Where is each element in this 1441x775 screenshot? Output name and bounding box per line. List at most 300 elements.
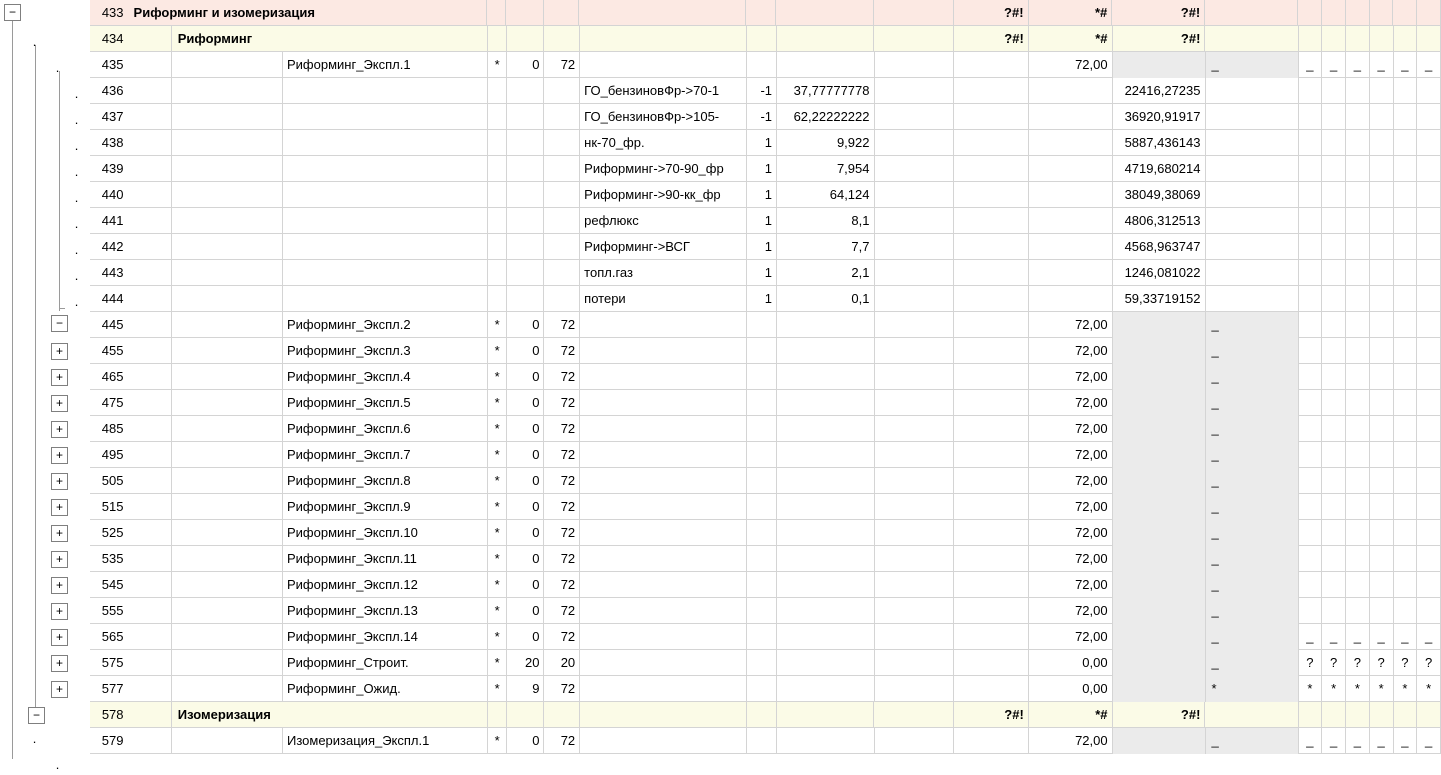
timeline-mark-cell[interactable]	[1370, 546, 1394, 572]
flag-cell[interactable]	[488, 182, 507, 208]
outline-gutter[interactable]	[0, 0, 90, 759]
duration-cell[interactable]	[544, 234, 580, 260]
timeline-mark-cell[interactable]	[1370, 338, 1394, 364]
cell-a[interactable]	[130, 286, 172, 312]
total-cell[interactable]: 0,00	[1029, 650, 1113, 676]
timeline-band-cell[interactable]: _	[1206, 572, 1299, 598]
outline-expand-455[interactable]: +	[51, 343, 68, 360]
cell-a[interactable]	[130, 338, 172, 364]
timeline-mark-cell[interactable]	[1417, 156, 1441, 182]
blank-cell[interactable]	[875, 650, 955, 676]
timeline-mark-cell[interactable]	[1417, 130, 1441, 156]
start-cell[interactable]: 0	[507, 598, 545, 624]
timeline-band-cell[interactable]: _	[1206, 546, 1299, 572]
timeline-mark-cell[interactable]	[1299, 364, 1323, 390]
timeline-mark-cell[interactable]	[1394, 364, 1418, 390]
status-cell[interactable]	[954, 494, 1028, 520]
stream-name-cell[interactable]	[580, 52, 747, 78]
duration-cell[interactable]	[544, 156, 580, 182]
value-cell[interactable]: 7,7	[777, 234, 875, 260]
value-cell[interactable]	[777, 312, 875, 338]
timeline-mark-cell[interactable]	[1346, 546, 1370, 572]
cell-a[interactable]	[130, 104, 172, 130]
timeline-mark-cell[interactable]	[1346, 208, 1370, 234]
table-row[interactable]	[90, 520, 1441, 546]
duration-cell[interactable]	[544, 702, 580, 728]
timeline-band-cell[interactable]	[1205, 702, 1298, 728]
stream-name-cell[interactable]: Риформинг->ВСГ	[580, 234, 747, 260]
status-cell[interactable]: ?#!	[954, 0, 1029, 26]
timeline-band-cell[interactable]	[1205, 0, 1298, 26]
timeline-mark-cell[interactable]	[1299, 26, 1323, 52]
start-cell[interactable]	[507, 156, 545, 182]
outline-expand-565[interactable]: +	[51, 629, 68, 646]
timeline-mark-cell[interactable]	[1370, 26, 1394, 52]
timeline-mark-cell[interactable]	[1346, 572, 1370, 598]
stream-name-cell[interactable]: нк-70_фр.	[580, 130, 747, 156]
table-row[interactable]	[90, 130, 1441, 156]
sign-cell[interactable]	[747, 676, 777, 702]
sign-cell[interactable]: -1	[747, 78, 777, 104]
total-cell[interactable]: 72,00	[1029, 494, 1113, 520]
timeline-mark-cell[interactable]: _	[1370, 52, 1394, 78]
row-number[interactable]: 436	[101, 83, 124, 98]
duration-cell[interactable]: 72	[544, 52, 580, 78]
amount-cell[interactable]: 36920,91917	[1113, 104, 1206, 130]
value-cell[interactable]: 37,77777778	[777, 78, 875, 104]
timeline-mark-cell[interactable]: _	[1322, 624, 1346, 650]
timeline-mark-cell[interactable]	[1299, 442, 1323, 468]
stream-name-cell[interactable]	[580, 26, 747, 52]
timeline-mark-cell[interactable]	[1346, 286, 1370, 312]
table-row[interactable]	[90, 416, 1441, 442]
flag-cell[interactable]	[488, 234, 507, 260]
timeline-mark-cell[interactable]: *	[1322, 676, 1346, 702]
total-cell[interactable]: 72,00	[1029, 598, 1113, 624]
blank-cell[interactable]	[875, 728, 955, 754]
status-cell[interactable]	[954, 208, 1028, 234]
start-cell[interactable]: 0	[507, 338, 545, 364]
stream-name-cell[interactable]: рефлюкс	[580, 208, 747, 234]
cell-b[interactable]	[172, 156, 283, 182]
timeline-mark-cell[interactable]: _	[1394, 52, 1418, 78]
sign-cell[interactable]	[747, 728, 777, 754]
timeline-band-cell[interactable]	[1206, 156, 1299, 182]
cell-b[interactable]	[172, 78, 283, 104]
timeline-band-cell[interactable]: _	[1206, 598, 1299, 624]
status-cell[interactable]	[954, 572, 1028, 598]
value-cell[interactable]	[777, 52, 875, 78]
start-cell[interactable]	[506, 0, 544, 26]
sign-cell[interactable]	[747, 598, 777, 624]
duration-cell[interactable]: 72	[544, 364, 580, 390]
table-row[interactable]	[90, 364, 1441, 390]
task-name-cell[interactable]	[283, 182, 488, 208]
blank-cell[interactable]	[875, 234, 955, 260]
timeline-mark-cell[interactable]: *	[1346, 676, 1370, 702]
stream-name-cell[interactable]	[580, 520, 747, 546]
timeline-mark-cell[interactable]	[1417, 234, 1441, 260]
duration-cell[interactable]	[544, 78, 580, 104]
stream-name-cell[interactable]	[580, 624, 747, 650]
timeline-band-cell[interactable]	[1206, 286, 1299, 312]
blank-cell[interactable]	[875, 104, 955, 130]
flag-cell[interactable]: *	[488, 650, 507, 676]
amount-cell[interactable]: 4719,680214	[1113, 156, 1206, 182]
flag-cell[interactable]	[488, 286, 507, 312]
status-cell[interactable]	[954, 182, 1028, 208]
amount-cell[interactable]: ?#!	[1113, 702, 1206, 728]
flag-cell[interactable]: *	[488, 52, 507, 78]
flag-cell[interactable]	[488, 156, 507, 182]
stream-name-cell[interactable]	[580, 364, 747, 390]
outline-expand-485[interactable]: +	[51, 421, 68, 438]
outline-expand-577[interactable]: +	[51, 681, 68, 698]
timeline-mark-cell[interactable]	[1346, 130, 1370, 156]
group-title[interactable]: Риформинг и изомеризация	[130, 0, 488, 26]
table-row[interactable]	[90, 728, 1441, 754]
sign-cell[interactable]	[747, 52, 777, 78]
table-row[interactable]	[90, 702, 1441, 728]
timeline-mark-cell[interactable]	[1299, 78, 1323, 104]
cell-a[interactable]	[130, 78, 172, 104]
table-row[interactable]	[90, 494, 1441, 520]
task-name-cell[interactable]: Риформинг_Экспл.1	[283, 52, 488, 78]
duration-cell[interactable]: 20	[544, 650, 580, 676]
blank-cell[interactable]	[875, 494, 955, 520]
start-cell[interactable]	[507, 208, 545, 234]
outline-collapse-level1[interactable]: −	[4, 4, 21, 21]
amount-cell[interactable]	[1113, 494, 1206, 520]
timeline-band-cell[interactable]	[1206, 234, 1299, 260]
task-name-cell[interactable]: Риформинг_Экспл.13	[283, 598, 488, 624]
total-cell[interactable]: 72,00	[1029, 468, 1113, 494]
timeline-mark-cell[interactable]: *	[1394, 676, 1418, 702]
value-cell[interactable]	[777, 364, 875, 390]
timeline-mark-cell[interactable]	[1417, 260, 1441, 286]
value-cell[interactable]	[777, 702, 875, 728]
row-number[interactable]: 441	[101, 213, 124, 228]
value-cell[interactable]	[777, 676, 875, 702]
timeline-mark-cell[interactable]	[1322, 130, 1346, 156]
duration-cell[interactable]: 72	[544, 338, 580, 364]
blank-cell[interactable]	[874, 702, 954, 728]
timeline-mark-cell[interactable]: ?	[1322, 650, 1346, 676]
amount-cell[interactable]: 38049,38069	[1113, 182, 1206, 208]
timeline-mark-cell[interactable]	[1417, 468, 1441, 494]
timeline-mark-cell[interactable]	[1417, 520, 1441, 546]
cell-b[interactable]	[172, 260, 283, 286]
timeline-mark-cell[interactable]: _	[1417, 624, 1441, 650]
timeline-mark-cell[interactable]	[1346, 520, 1370, 546]
status-cell[interactable]: ?#!	[954, 702, 1028, 728]
cell-b[interactable]	[172, 104, 283, 130]
timeline-mark-cell[interactable]	[1417, 364, 1441, 390]
duration-cell[interactable]: 72	[544, 546, 580, 572]
cell-a[interactable]	[130, 208, 172, 234]
row-number[interactable]: 525	[101, 525, 124, 540]
amount-cell[interactable]	[1113, 728, 1206, 754]
amount-cell[interactable]: 4568,963747	[1113, 234, 1206, 260]
timeline-mark-cell[interactable]	[1394, 468, 1418, 494]
total-cell[interactable]: *#	[1029, 26, 1113, 52]
amount-cell[interactable]	[1113, 312, 1206, 338]
table-row[interactable]	[90, 26, 1441, 52]
row-number[interactable]: 577	[101, 681, 124, 696]
cell-a[interactable]	[130, 624, 172, 650]
cell-a[interactable]	[130, 728, 172, 754]
outline-expand-535[interactable]: +	[51, 551, 68, 568]
blank-cell[interactable]	[875, 130, 955, 156]
cell-a[interactable]	[130, 572, 172, 598]
timeline-mark-cell[interactable]	[1322, 260, 1346, 286]
flag-cell[interactable]: *	[488, 494, 507, 520]
flag-cell[interactable]: *	[488, 520, 507, 546]
timeline-mark-cell[interactable]	[1346, 702, 1370, 728]
timeline-mark-cell[interactable]: *	[1370, 676, 1394, 702]
status-cell[interactable]	[954, 650, 1028, 676]
value-cell[interactable]	[776, 0, 874, 26]
start-cell[interactable]: 0	[507, 52, 545, 78]
task-name-cell[interactable]: Риформинг_Ожид.	[283, 676, 488, 702]
value-cell[interactable]	[777, 624, 875, 650]
total-cell[interactable]: 72,00	[1029, 52, 1113, 78]
timeline-mark-cell[interactable]	[1370, 520, 1394, 546]
table-row[interactable]	[90, 676, 1441, 702]
status-cell[interactable]	[954, 312, 1028, 338]
timeline-mark-cell[interactable]	[1394, 546, 1418, 572]
cell-a[interactable]	[130, 156, 172, 182]
timeline-mark-cell[interactable]	[1417, 416, 1441, 442]
timeline-mark-cell[interactable]	[1322, 182, 1346, 208]
table-row[interactable]	[90, 156, 1441, 182]
blank-cell[interactable]	[875, 338, 955, 364]
value-cell[interactable]	[777, 520, 875, 546]
timeline-mark-cell[interactable]	[1394, 520, 1418, 546]
timeline-mark-cell[interactable]	[1322, 598, 1346, 624]
timeline-mark-cell[interactable]	[1394, 156, 1418, 182]
duration-cell[interactable]: 72	[544, 598, 580, 624]
cell-a[interactable]	[130, 182, 172, 208]
timeline-mark-cell[interactable]	[1299, 520, 1323, 546]
outline-expand-505[interactable]: +	[51, 473, 68, 490]
status-cell[interactable]	[954, 130, 1028, 156]
start-cell[interactable]: 0	[507, 312, 545, 338]
blank-cell[interactable]	[875, 52, 955, 78]
start-cell[interactable]: 20	[507, 650, 545, 676]
timeline-band-cell[interactable]: _	[1206, 312, 1299, 338]
row-number[interactable]: 555	[101, 603, 124, 618]
table-row[interactable]	[90, 338, 1441, 364]
timeline-mark-cell[interactable]	[1370, 416, 1394, 442]
timeline-mark-cell[interactable]: _	[1299, 728, 1323, 754]
timeline-mark-cell[interactable]	[1299, 182, 1323, 208]
timeline-mark-cell[interactable]	[1322, 572, 1346, 598]
stream-name-cell[interactable]	[580, 676, 747, 702]
timeline-mark-cell[interactable]: _	[1370, 624, 1394, 650]
row-number[interactable]: 475	[101, 395, 124, 410]
table-row[interactable]	[90, 598, 1441, 624]
table-row[interactable]	[90, 104, 1441, 130]
timeline-mark-cell[interactable]	[1417, 390, 1441, 416]
outline-expand-515[interactable]: +	[51, 499, 68, 516]
sign-cell[interactable]: 1	[747, 286, 777, 312]
sign-cell[interactable]	[747, 494, 777, 520]
row-number[interactable]: 442	[101, 239, 124, 254]
sign-cell[interactable]	[747, 468, 777, 494]
cell-a[interactable]	[130, 312, 172, 338]
cell-a[interactable]	[130, 390, 172, 416]
timeline-mark-cell[interactable]: _	[1299, 52, 1323, 78]
row-number[interactable]: 575	[101, 655, 124, 670]
cell-b[interactable]	[172, 286, 283, 312]
timeline-mark-cell[interactable]	[1346, 390, 1370, 416]
timeline-mark-cell[interactable]	[1370, 156, 1394, 182]
timeline-mark-cell[interactable]: _	[1346, 624, 1370, 650]
cell-a[interactable]	[130, 364, 172, 390]
total-cell[interactable]	[1029, 182, 1113, 208]
timeline-mark-cell[interactable]	[1299, 416, 1323, 442]
timeline-mark-cell[interactable]	[1299, 572, 1323, 598]
timeline-mark-cell[interactable]: _	[1370, 728, 1394, 754]
cell-b[interactable]	[172, 208, 283, 234]
duration-cell[interactable]	[544, 208, 580, 234]
amount-cell[interactable]	[1113, 520, 1206, 546]
timeline-band-cell[interactable]: *	[1206, 676, 1299, 702]
table-row[interactable]	[90, 0, 1441, 26]
task-name-cell[interactable]: Изомеризация_Экспл.1	[283, 728, 488, 754]
task-name-cell[interactable]: Риформинг_Экспл.3	[283, 338, 488, 364]
cell-a[interactable]	[130, 650, 172, 676]
flag-cell[interactable]: *	[488, 572, 507, 598]
timeline-mark-cell[interactable]	[1299, 312, 1323, 338]
outline-expand-465[interactable]: +	[51, 369, 68, 386]
duration-cell[interactable]: 72	[544, 728, 580, 754]
stream-name-cell[interactable]	[580, 572, 747, 598]
table-row[interactable]	[90, 390, 1441, 416]
task-name-cell[interactable]: Риформинг_Строит.	[283, 650, 488, 676]
task-name-cell[interactable]: Риформинг_Экспл.4	[283, 364, 488, 390]
timeline-mark-cell[interactable]	[1417, 78, 1441, 104]
timeline-mark-cell[interactable]	[1322, 286, 1346, 312]
timeline-mark-cell[interactable]	[1370, 104, 1394, 130]
timeline-mark-cell[interactable]: *	[1299, 676, 1323, 702]
status-cell[interactable]	[954, 78, 1028, 104]
flag-cell[interactable]: *	[488, 468, 507, 494]
cell-b[interactable]	[172, 390, 283, 416]
amount-cell[interactable]	[1113, 442, 1206, 468]
timeline-mark-cell[interactable]	[1393, 0, 1417, 26]
timeline-mark-cell[interactable]	[1322, 468, 1346, 494]
flag-cell[interactable]	[488, 208, 507, 234]
timeline-mark-cell[interactable]: _	[1346, 52, 1370, 78]
value-cell[interactable]	[777, 494, 875, 520]
amount-cell[interactable]: ?#!	[1113, 26, 1206, 52]
start-cell[interactable]: 0	[507, 572, 545, 598]
table-row[interactable]	[90, 572, 1441, 598]
total-cell[interactable]: 72,00	[1029, 624, 1113, 650]
stream-name-cell[interactable]	[580, 442, 747, 468]
timeline-mark-cell[interactable]	[1322, 208, 1346, 234]
blank-cell[interactable]	[875, 208, 955, 234]
row-number[interactable]: 437	[101, 109, 124, 124]
total-cell[interactable]	[1029, 104, 1113, 130]
timeline-mark-cell[interactable]	[1299, 104, 1323, 130]
amount-cell[interactable]	[1113, 624, 1206, 650]
timeline-mark-cell[interactable]	[1299, 130, 1323, 156]
cell-b[interactable]	[172, 676, 283, 702]
timeline-mark-cell[interactable]	[1417, 598, 1441, 624]
sign-cell[interactable]	[747, 26, 777, 52]
blank-cell[interactable]	[875, 546, 955, 572]
total-cell[interactable]	[1029, 156, 1113, 182]
start-cell[interactable]: 0	[507, 728, 545, 754]
amount-cell[interactable]: 4806,312513	[1113, 208, 1206, 234]
flag-cell[interactable]	[488, 104, 507, 130]
timeline-mark-cell[interactable]	[1346, 338, 1370, 364]
blank-cell[interactable]	[875, 676, 955, 702]
sign-cell[interactable]	[747, 520, 777, 546]
cell-b[interactable]	[172, 364, 283, 390]
cell-b[interactable]	[172, 728, 283, 754]
blank-cell[interactable]	[875, 520, 955, 546]
flag-cell[interactable]: *	[488, 546, 507, 572]
cell-b[interactable]	[172, 416, 283, 442]
group-title[interactable]: Изомеризация	[172, 702, 488, 728]
timeline-band-cell[interactable]: _	[1206, 416, 1299, 442]
flag-cell[interactable]	[488, 702, 507, 728]
total-cell[interactable]	[1029, 130, 1113, 156]
start-cell[interactable]: 0	[507, 494, 545, 520]
duration-cell[interactable]	[544, 286, 580, 312]
timeline-mark-cell[interactable]: ?	[1299, 650, 1323, 676]
value-cell[interactable]: 2,1	[777, 260, 875, 286]
cell-b[interactable]	[172, 338, 283, 364]
timeline-mark-cell[interactable]	[1394, 104, 1418, 130]
row-number[interactable]: 465	[101, 369, 124, 384]
timeline-mark-cell[interactable]	[1394, 598, 1418, 624]
cell-a[interactable]	[130, 520, 172, 546]
duration-cell[interactable]: 72	[544, 494, 580, 520]
status-cell[interactable]	[954, 338, 1028, 364]
timeline-mark-cell[interactable]: _	[1299, 624, 1323, 650]
outline-collapse-578[interactable]: −	[28, 707, 45, 724]
task-name-cell[interactable]: Риформинг_Экспл.2	[283, 312, 488, 338]
timeline-mark-cell[interactable]	[1370, 260, 1394, 286]
stream-name-cell[interactable]: потери	[580, 286, 747, 312]
total-cell[interactable]	[1029, 260, 1113, 286]
timeline-mark-cell[interactable]	[1417, 208, 1441, 234]
timeline-mark-cell[interactable]	[1417, 572, 1441, 598]
blank-cell[interactable]	[875, 624, 955, 650]
cell-b[interactable]	[172, 572, 283, 598]
cell-b[interactable]	[172, 52, 283, 78]
timeline-mark-cell[interactable]	[1394, 260, 1418, 286]
timeline-mark-cell[interactable]	[1370, 390, 1394, 416]
timeline-mark-cell[interactable]	[1322, 364, 1346, 390]
task-name-cell[interactable]	[283, 208, 488, 234]
flag-cell[interactable]: *	[488, 624, 507, 650]
duration-cell[interactable]: 72	[544, 468, 580, 494]
status-cell[interactable]	[954, 52, 1028, 78]
timeline-mark-cell[interactable]	[1346, 104, 1370, 130]
flag-cell[interactable]	[488, 260, 507, 286]
value-cell[interactable]	[777, 650, 875, 676]
timeline-mark-cell[interactable]	[1346, 182, 1370, 208]
sign-cell[interactable]: 1	[747, 156, 777, 182]
timeline-mark-cell[interactable]	[1394, 78, 1418, 104]
cell-a[interactable]	[130, 26, 172, 52]
